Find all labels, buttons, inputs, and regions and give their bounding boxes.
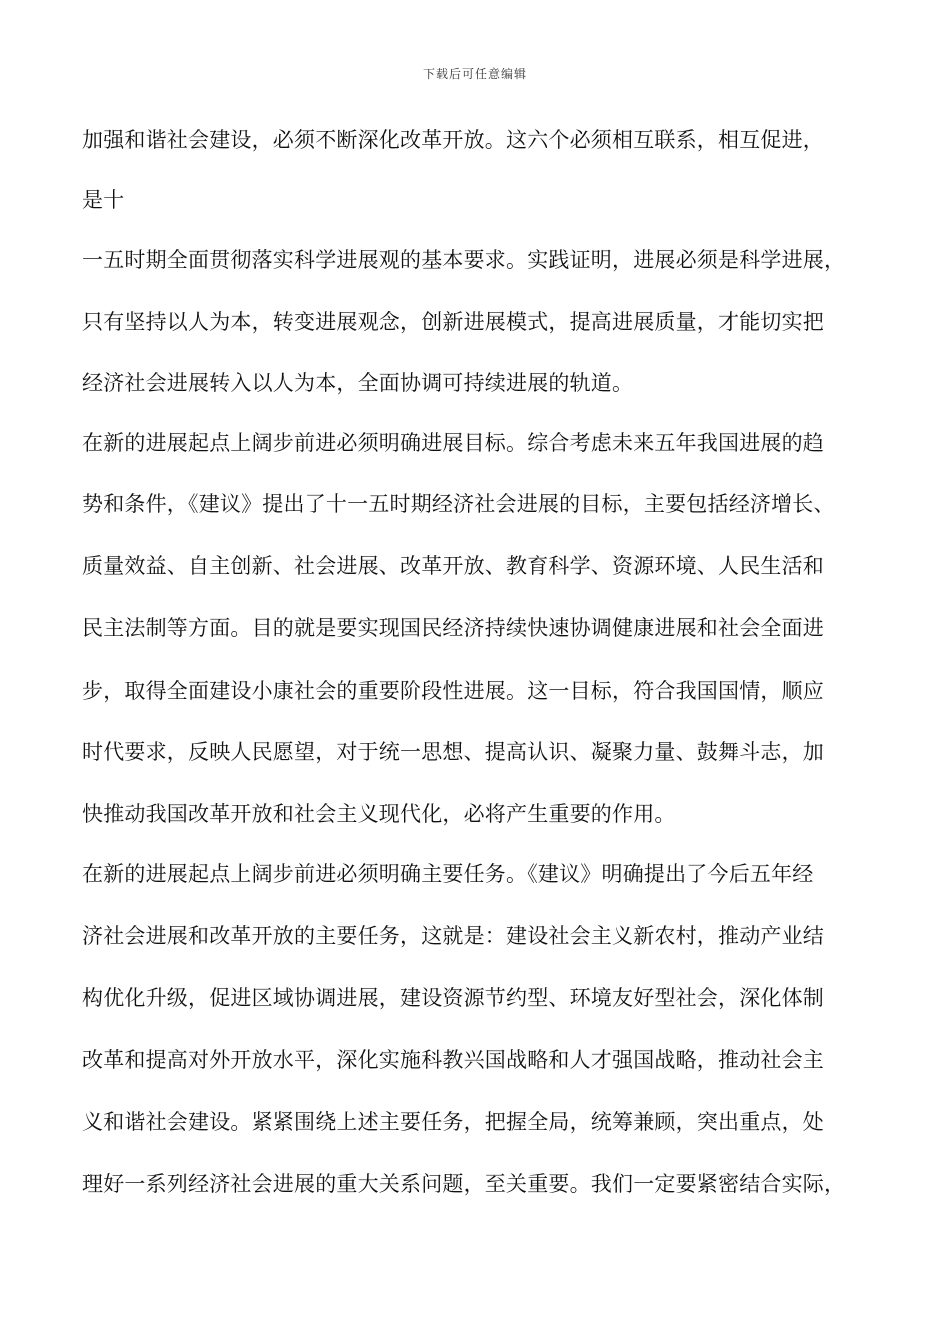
text-line: 质量效益、自主创新、社会进展、改革开放、教育科学、资源环境、人民生活和 [82,554,824,578]
text-line: 改革和提高对外开放水平，深化实施科教兴国战略和人才强国战略，推动社会主 [82,1048,824,1072]
text-line: 在新的进展起点上阔步前进必须明确主要任务。《建议》明确提出了今后五年经 [82,862,814,886]
text-line: 构优化升级，促进区域协调进展，建设资源节约型、环境友好型社会，深化体制 [82,986,824,1010]
text-line: 民主法制等方面。目的就是要实现国民经济持续快速协调健康进展和社会全面进 [82,616,824,640]
text-line: 势和条件，《建议》提出了十一五时期经济社会进展的目标，主要包括经济增长、 [82,492,835,516]
text-line: 只有坚持以人为本，转变进展观念，创新进展模式，提高进展质量，才能切实把 [82,310,824,334]
text-line: 步，取得全面建设小康社会的重要阶段性进展。这一目标，符合我国国情，顺应 [82,679,824,703]
text-line: 在新的进展起点上阔步前进必须明确进展目标。综合考虑未来五年我国进展的趋 [82,431,824,455]
text-line: 义和谐社会建设。紧紧围绕上述主要任务，把握全局，统筹兼顾，突出重点，处 [82,1110,824,1134]
page-header: 下载后可任意编辑 [422,67,527,81]
text-line: 快推动我国改革开放和社会主义现代化，必将产生重要的作用。 [82,802,676,826]
text-line: 济社会进展和改革开放的主要任务，这就是：建设社会主义新农村，推动产业结 [82,924,824,948]
text-line: 经济社会进展转入以人为本，全面协调可持续进展的轨道。 [82,371,634,395]
text-line: 理好一系列经济社会进展的重大关系问题，至关重要。我们一定要紧密结合实际， [82,1172,846,1196]
text-line: 加强和谐社会建设，必须不断深化改革开放。这六个必须相互联系，相互促进， [82,128,824,152]
text-line: 时代要求，反映人民愿望，对于统一思想、提高认识、凝聚力量、鼓舞斗志，加 [82,740,824,764]
text-line: 一五时期全面贯彻落实科学进展观的基本要求。实践证明，进展必须是科学进展， [82,248,846,272]
text-line: 是十 [82,188,125,212]
